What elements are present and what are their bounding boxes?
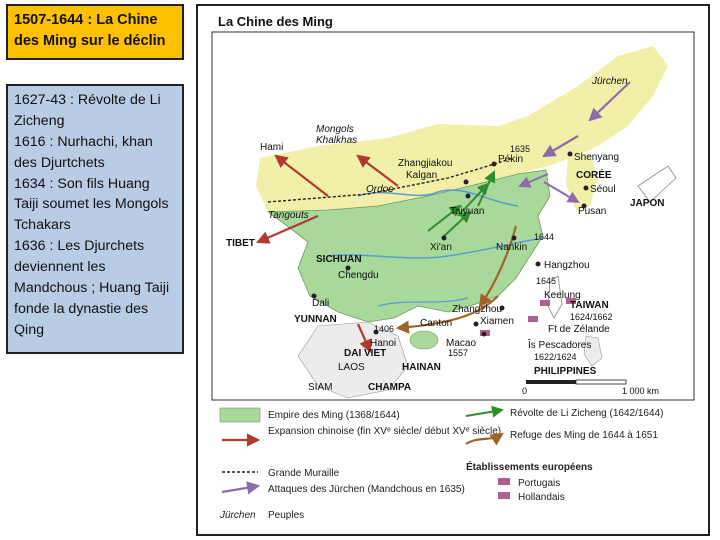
- label-1635: 1635: [510, 144, 531, 154]
- label-taiwan-years: 1624/1662: [570, 312, 613, 322]
- label-chengdu: Chengdu: [338, 270, 379, 281]
- scale-start: 0: [522, 386, 528, 396]
- legend-dutch-swatch: [498, 492, 510, 499]
- label-japon: JAPON: [630, 198, 665, 209]
- label-tangouts: Tangouts: [268, 210, 309, 221]
- legend-european-title: Établissements européens: [466, 462, 593, 473]
- label-pescadores-years: 1622/1624: [534, 352, 577, 362]
- timeline-notes: [6, 84, 184, 354]
- label-macao: Macao: [446, 338, 477, 349]
- label-coree: CORÉE: [576, 170, 612, 181]
- label-zhangzhou: Zhangzhou: [452, 304, 503, 315]
- hainan-island: [410, 331, 438, 349]
- label-pekin: Pékin: [498, 154, 524, 165]
- label-champa: CHAMPA: [368, 382, 412, 393]
- label-kalgan: Kalgan: [406, 170, 438, 181]
- legend-portuguese-label: Portugais: [518, 478, 561, 489]
- label-shenyang: Shenyang: [574, 152, 620, 163]
- label-laos: LAOS: [338, 362, 365, 373]
- legend-revolt-label: Révolte de Li Zicheng (1642/1644): [510, 408, 664, 419]
- legend-wall-label: Grande Muraille: [268, 468, 340, 479]
- legend-peoples-sample: Jürchen: [220, 510, 256, 521]
- legend-attack-arrow: [222, 486, 258, 492]
- label-seoul: Séoul: [590, 184, 616, 195]
- label-pescadores: Îs Pescadores: [528, 340, 592, 351]
- map-title: La Chine des Ming: [218, 14, 333, 29]
- legend-refuge-label: Refuge des Ming de 1644 à 1651: [510, 430, 658, 441]
- label-keelung: Keelung: [544, 290, 581, 301]
- dutch-settlement-marker: [528, 316, 538, 322]
- ming-china-map: [198, 6, 708, 534]
- note-item: 1634 : Son fils Huang Taiji soumet les Mongols Tchakars: [14, 175, 169, 234]
- legend-expansion-label: Expansion chinoise (fin XVᵉ siècle/ début XVᵉ siècle): [268, 426, 502, 437]
- note-item: 1636 : Les Djurchets deviennent les Mandchous ; Huang Taiji fonde la dynastie des Qing: [14, 238, 170, 338]
- label-ft-zelande: Ft de Zélande: [548, 324, 610, 335]
- label-hami: Hami: [260, 142, 284, 153]
- legend-dutch-label: Hollandais: [518, 492, 565, 503]
- label-nankin: Nankin: [496, 242, 528, 253]
- label-1644: 1644: [534, 232, 555, 242]
- scale-end: 1 000 km: [622, 386, 660, 396]
- label-hainan: HAINAN: [402, 362, 441, 373]
- label-khalkhas: Khalkhas: [316, 135, 358, 146]
- label-jurchen: Jürchen: [592, 76, 628, 87]
- note-item: 1627-43 : Révolte de Li Zicheng: [14, 92, 161, 129]
- note-item: 1616 : Nurhachi, khan des Djurtchets: [14, 133, 153, 171]
- label-1645: 1645: [536, 276, 557, 286]
- label-dai-viet: DAI VIET: [344, 348, 387, 359]
- label-taiyuan: Taiyuan: [450, 206, 485, 217]
- label-sichuan: SICHUAN: [316, 254, 362, 265]
- legend-peoples-label: Peuples: [268, 510, 305, 521]
- label-taiwan: TAIWAN: [570, 300, 609, 311]
- label-siam: SIAM: [308, 382, 333, 393]
- legend-portuguese-swatch: [498, 478, 510, 485]
- label-dali: Dali: [312, 298, 330, 309]
- label-xian: Xi'an: [430, 242, 452, 253]
- map-legend: [219, 408, 663, 521]
- label-1557: 1557: [448, 348, 469, 358]
- label-pusan: Pusan: [578, 206, 607, 217]
- label-mongols: Mongols: [316, 124, 354, 135]
- label-yunnan: YUNNAN: [294, 314, 337, 325]
- label-zhangjiakou: Zhangjiakou: [398, 158, 453, 169]
- label-1406: 1406: [374, 324, 395, 334]
- label-canton: Canton: [420, 318, 453, 329]
- label-philippines: PHILIPPINES: [534, 366, 597, 377]
- legend-empire-label: Empire des Ming (1368/1644): [268, 410, 400, 421]
- map-panel: [196, 4, 710, 536]
- legend-revolt-arrow: [466, 410, 502, 416]
- slide-title: 1507-1644 : La Chine des Ming sur le déclin: [6, 4, 184, 60]
- label-tibet: TIBET: [226, 238, 255, 249]
- label-hanoi: Hanoi: [370, 338, 397, 349]
- legend-attack-label: Attaques des Jürchen (Mandchous en 1635): [268, 484, 465, 495]
- legend-empire-swatch: [220, 408, 260, 422]
- label-ordos: Ordos: [366, 184, 394, 195]
- label-hangzhou: Hangzhou: [544, 260, 590, 271]
- label-xiamen: Xiamen: [480, 316, 514, 327]
